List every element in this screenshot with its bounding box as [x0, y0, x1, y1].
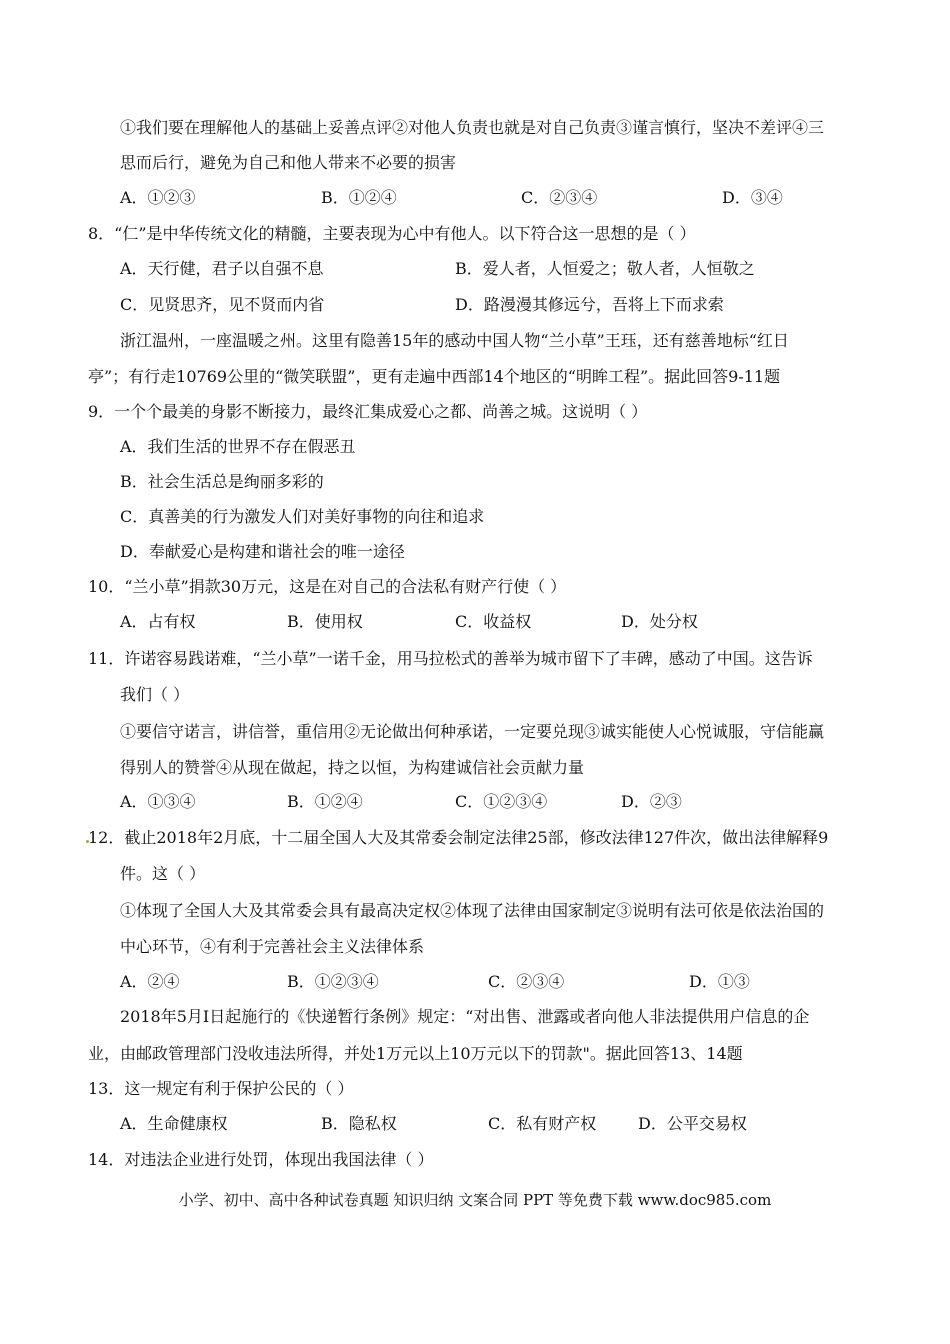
q12-items-line1: ①体现了全国人大及其常委会具有最高决定权②体现了法律由国家制定③说明有法可依是依法治国的	[120, 901, 825, 920]
material1-line2: 亭”；有行走10769公里的“微笑联盟”，更有走遍中西部14个地区的“明眸工程”。据此回答9-11题	[88, 367, 781, 386]
q10-option-b: B．使用权	[287, 612, 363, 631]
q13-stem: 13．这一规定有利于保护公民的（ ）	[88, 1079, 354, 1098]
q11-items-line1: ①要信守诺言，讲信誉，重信用②无论做出何种承诺，一定要兑现③诚实能使人心悦诚服，守信能赢	[120, 722, 825, 741]
q12-option-d: D．①③	[689, 972, 750, 991]
q7-option-a: A．①②③	[120, 188, 196, 207]
q14-stem: 14．对违法企业进行处罚，体现出我国法律（ ）	[88, 1150, 434, 1169]
q10-option-d: D．处分权	[621, 612, 698, 631]
q13-option-a: A．生命健康权	[120, 1114, 228, 1133]
q11-option-a: A．①③④	[120, 792, 196, 811]
material2-line1: 2018年5月I日起施行的《快递暂行条例》规定：“对出售、泄露或者向他人非法提供用户信息的企	[120, 1007, 810, 1026]
q8-option-c: C．见贤思齐，见不贤而内省	[120, 295, 325, 314]
q11-stem-line2: 我们（ ）	[120, 685, 190, 704]
material1-line1: 浙江温州，一座温暖之州。这里有隐善15年的感动中国人物“兰小草”王珏，还有慈善地标“红日	[120, 331, 789, 350]
q7-items-line2: 思而后行，避免为自己和他人带来不必要的损害	[120, 153, 457, 172]
q11-option-c: C．①②③④	[455, 792, 548, 811]
q8-option-a: A．天行健，君子以自强不息	[120, 259, 324, 278]
q12-stem-line2: 件。这（ ）	[120, 864, 206, 883]
q9-option-c: C．真善美的行为激发人们对美好事物的向往和追求	[120, 507, 485, 526]
q13-option-d: D．公平交易权	[638, 1114, 747, 1133]
q10-stem: 10．“兰小草”捐款30万元，这是在对自己的合法私有财产行使（ ）	[88, 577, 567, 596]
q9-option-b: B．社会生活总是绚丽多彩的	[120, 472, 324, 491]
q7-option-c: C．②③④	[521, 188, 598, 207]
q8-option-b: B．爱人者，人恒爱之；敬人者，人恒敬之	[455, 259, 755, 278]
q8-stem: 8．“仁”是中华传统文化的精髓，主要表现为心中有他人。以下符合这一思想的是（ ）	[88, 224, 696, 243]
q11-items-line2: 得别人的赞誉④从现在做起，持之以恒，为构建诚信社会贡献力量	[120, 758, 585, 777]
q12-option-b: B．①②③④	[287, 972, 379, 991]
q12-stem-line1: 12．截止2018年2月底，十二届全国人大及其常委会制定法律25部，修改法律127件次，做出法律解释9	[88, 828, 829, 847]
q9-option-a: A．我们生活的世界不存在假恶丑	[120, 437, 356, 456]
q11-option-d: D．②③	[621, 792, 682, 811]
page-footer: 小学、初中、高中各种试卷真题 知识归纳 文案合同 PPT 等免费下载 www.doc985.com	[178, 1191, 772, 1209]
q12-items-line2: 中心环节，④有利于完善社会主义法律体系	[120, 937, 425, 956]
q11-stem-line1: 11．许诺容易践诺难，“兰小草”一诺千金，用马拉松式的善举为城市留下了丰碑，感动了中国。这告诉	[88, 649, 813, 668]
material2-line2: 业，由邮政管理部门没收违法所得，并处1万元以上10万元以下的罚款"。据此回答13、14题	[88, 1044, 743, 1063]
q7-items-line1: ①我们要在理解他人的基础上妥善点评②对他人负责也就是对自己负责③谨言慎行，坚决不差评④三	[120, 118, 825, 137]
q7-option-d: D．③④	[722, 188, 783, 207]
q10-option-a: A．占有权	[120, 612, 196, 631]
q9-option-d: D．奉献爱心是构建和谐社会的唯一途径	[120, 542, 405, 561]
q13-option-b: B．隐私权	[321, 1114, 397, 1133]
q7-option-b: B．①②④	[321, 188, 397, 207]
q12-option-a: A．②④	[120, 972, 180, 991]
q8-option-d: D．路漫漫其修远兮，吾将上下而求索	[455, 295, 724, 314]
q9-stem: 9．一个个最美的身影不断接力，最终汇集成爱心之都、尚善之城。这说明（ ）	[88, 402, 648, 421]
q10-option-c: C．收益权	[455, 612, 532, 631]
q11-option-b: B．①②④	[287, 792, 363, 811]
q13-option-c: C．私有财产权	[488, 1114, 597, 1133]
q12-option-c: C．②③④	[488, 972, 565, 991]
